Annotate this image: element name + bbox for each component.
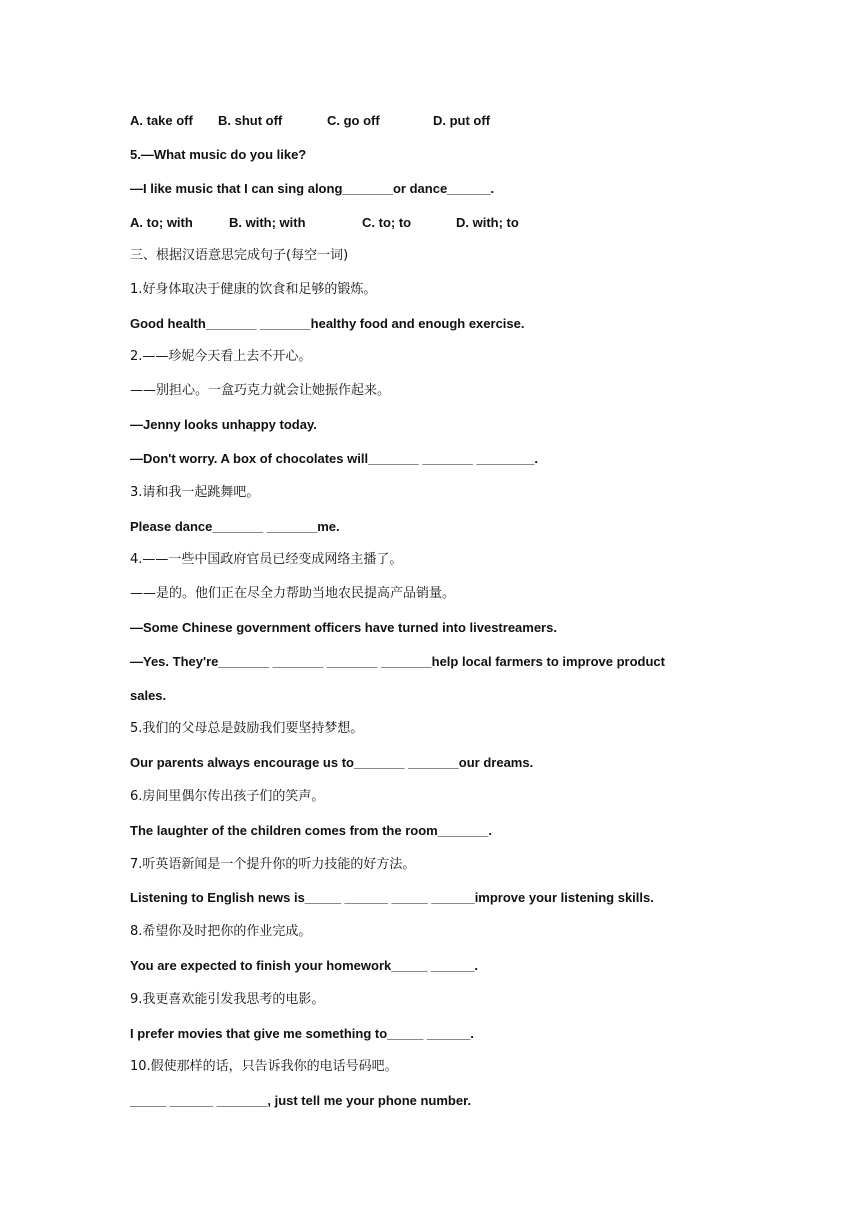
item10-chinese: 10.假使那样的话，只告诉我你的电话号码吧。 xyxy=(130,1059,398,1074)
item4-chinese: 4.——一些中国政府官员已经变成网络主播了。 xyxy=(130,552,403,567)
q5-options xyxy=(130,213,800,233)
q5-answer: —I like music that I can sing along_______or dance______. xyxy=(130,181,495,196)
section3-heading: 三、根据汉语意思完成句子(每空一词) xyxy=(130,248,349,263)
q4-options xyxy=(130,111,800,131)
q4-option-d: D. put off xyxy=(433,113,491,128)
item7-english: Listening to English news is_____ ______ _____ ______improve your listening skills. xyxy=(130,890,654,905)
item2-chinese-reply: ——别担心。一盒巧克力就会让她振作起来。 xyxy=(130,383,391,398)
q5-question: 5.—What music do you like? xyxy=(130,147,307,162)
q4-option-b: B. shut off xyxy=(218,113,283,128)
item6-chinese: 6.房间里偶尔传出孩子们的笑声。 xyxy=(130,789,325,804)
q5-option-a: A. to; with xyxy=(130,215,193,230)
q5-option-b: B. with; with xyxy=(229,215,306,230)
item4-english-reply: —Yes. They're_______ _______ _______ _______help local farmers to improve product xyxy=(130,654,665,669)
item7-chinese: 7.听英语新闻是一个提升你的听力技能的好方法。 xyxy=(130,857,416,872)
item4-english: —Some Chinese government officers have turned into livestreamers. xyxy=(130,620,557,635)
item10-english: _____ ______ _______, just tell me your phone number. xyxy=(130,1093,472,1108)
item1-english: Good health_______ _______healthy food and enough exercise. xyxy=(130,316,525,331)
q4-option-a: A. take off xyxy=(130,113,193,128)
item3-english: Please dance_______ _______me. xyxy=(130,519,340,534)
item9-english: I prefer movies that give me something to_____ ______. xyxy=(130,1026,474,1041)
item4-english-reply-cont: sales. xyxy=(130,688,167,703)
item2-chinese: 2.——珍妮今天看上去不开心。 xyxy=(130,349,312,364)
q5-option-d: D. with; to xyxy=(456,215,519,230)
item5-chinese: 5.我们的父母总是鼓励我们要坚持梦想。 xyxy=(130,721,364,736)
item8-chinese: 8.希望你及时把你的作业完成。 xyxy=(130,924,312,939)
item6-english: The laughter of the children comes from the room_______. xyxy=(130,823,492,838)
item5-english: Our parents always encourage us to_______ _______our dreams. xyxy=(130,755,534,770)
q5-option-c: C. to; to xyxy=(362,215,412,230)
item9-chinese: 9.我更喜欢能引发我思考的电影。 xyxy=(130,992,325,1007)
q4-option-c: C. go off xyxy=(327,113,380,128)
item8-english: You are expected to finish your homework_____ ______. xyxy=(130,958,479,973)
item2-english: —Jenny looks unhappy today. xyxy=(130,417,317,432)
item3-chinese: 3.请和我一起跳舞吧。 xyxy=(130,485,260,500)
item4-chinese-reply: ——是的。他们正在尽全力帮助当地农民提高产品销量。 xyxy=(130,586,456,601)
item1-chinese: 1.好身体取决于健康的饮食和足够的锻炼。 xyxy=(130,282,377,297)
item2-english-reply: —Don't worry. A box of chocolates will_______ _______ ________. xyxy=(130,451,538,466)
